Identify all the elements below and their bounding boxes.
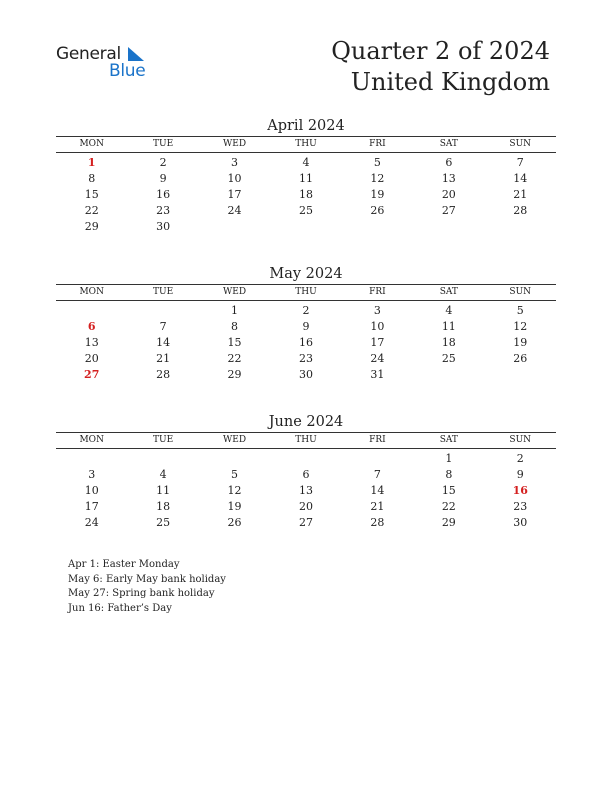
day-cell: 8 xyxy=(231,320,239,333)
day-cell: 10 xyxy=(227,172,242,185)
day-cell: 24 xyxy=(227,204,242,217)
week-row xyxy=(56,499,556,515)
day-cell: 9 xyxy=(159,172,167,185)
day-cell: 28 xyxy=(370,516,385,529)
month-calendar-april xyxy=(56,116,556,235)
weekday-label: TUE xyxy=(153,139,174,149)
day-cell: 27 xyxy=(298,516,313,529)
day-cell: 24 xyxy=(370,352,385,365)
day-cell: 5 xyxy=(373,156,381,169)
day-cell: 21 xyxy=(156,352,171,365)
day-cell: 18 xyxy=(441,336,456,349)
month-title: May 2024 xyxy=(269,266,343,282)
holiday-note: May 6: Early May bank holiday xyxy=(68,573,226,585)
day-cell: 10 xyxy=(370,320,385,333)
week-row xyxy=(56,483,556,499)
holiday-day-cell: 27 xyxy=(84,368,100,381)
day-cell: 9 xyxy=(302,320,310,333)
weekday-label: THU xyxy=(295,139,317,149)
week-row xyxy=(56,171,556,187)
day-cell: 13 xyxy=(84,336,99,349)
week-row xyxy=(56,451,556,467)
holiday-notes xyxy=(68,558,226,616)
day-cell: 15 xyxy=(441,484,456,497)
holiday-note: Jun 16: Father’s Day xyxy=(68,602,172,614)
day-cell: 24 xyxy=(84,516,99,529)
day-cell: 26 xyxy=(513,352,528,365)
weekday-label: SUN xyxy=(509,139,532,149)
day-cell: 28 xyxy=(156,368,171,381)
weekday-label: FRI xyxy=(369,435,386,445)
day-cell: 6 xyxy=(302,468,310,481)
title-country: United Kingdom xyxy=(350,68,550,96)
week-row xyxy=(56,351,556,367)
day-cell: 2 xyxy=(302,304,310,317)
weekday-label: TUE xyxy=(153,287,174,297)
empty-day-cell xyxy=(127,451,198,467)
day-cell: 3 xyxy=(88,468,96,481)
day-cell: 3 xyxy=(231,156,239,169)
title-quarter: Quarter 2 of 2024 xyxy=(331,37,550,65)
month-calendar-may xyxy=(56,264,556,383)
holiday-note: Apr 1: Easter Monday xyxy=(68,559,180,570)
day-cell: 11 xyxy=(156,484,171,497)
month-title: June 2024 xyxy=(268,414,344,430)
holiday-day-cell: 16 xyxy=(512,484,528,497)
weekday-label: WED xyxy=(223,139,247,149)
holiday-day-cell: 1 xyxy=(87,156,96,169)
day-cell: 28 xyxy=(513,204,528,217)
day-cell: 30 xyxy=(513,516,528,529)
day-cell: 22 xyxy=(84,204,99,217)
day-cell: 7 xyxy=(159,320,167,333)
day-cell: 29 xyxy=(441,516,456,529)
day-cell: 16 xyxy=(298,336,313,349)
day-cell: 8 xyxy=(88,172,96,185)
empty-day-cell xyxy=(199,219,270,235)
day-cell: 18 xyxy=(156,500,171,513)
day-cell: 4 xyxy=(445,304,453,317)
day-cell: 2 xyxy=(516,452,524,465)
day-cell: 11 xyxy=(441,320,456,333)
day-cell: 1 xyxy=(445,452,453,465)
weekday-label: MON xyxy=(79,139,104,149)
empty-day-cell xyxy=(485,367,556,383)
day-cell: 5 xyxy=(516,304,524,317)
day-cell: 27 xyxy=(441,204,456,217)
empty-day-cell xyxy=(485,219,556,235)
day-cell: 29 xyxy=(84,220,99,233)
weekday-label: SAT xyxy=(439,435,458,445)
empty-day-cell xyxy=(56,451,127,467)
day-cell: 26 xyxy=(227,516,242,529)
day-cell: 20 xyxy=(441,188,456,201)
empty-day-cell xyxy=(56,303,127,319)
day-cell: 30 xyxy=(298,368,313,381)
week-row xyxy=(56,335,556,351)
holiday-note: May 27: Spring bank holiday xyxy=(68,588,215,599)
empty-day-cell xyxy=(199,451,270,467)
day-cell: 12 xyxy=(513,320,528,333)
day-cell: 10 xyxy=(84,484,99,497)
empty-day-cell xyxy=(342,451,413,467)
day-cell: 22 xyxy=(227,352,242,365)
weekday-label: WED xyxy=(223,287,247,297)
day-cell: 2 xyxy=(159,156,167,169)
weekday-header-row xyxy=(56,136,556,153)
weekday-label: TUE xyxy=(153,435,174,445)
day-cell: 13 xyxy=(441,172,456,185)
weekday-label: FRI xyxy=(369,139,386,149)
day-cell: 19 xyxy=(513,336,528,349)
empty-day-cell xyxy=(342,219,413,235)
weekday-label: WED xyxy=(223,435,247,445)
weekday-label: THU xyxy=(295,435,317,445)
weekday-label: SAT xyxy=(439,139,458,149)
day-cell: 26 xyxy=(370,204,385,217)
logo-text-blue: Blue xyxy=(109,61,146,81)
empty-day-cell xyxy=(270,451,341,467)
day-cell: 25 xyxy=(441,352,456,365)
day-cell: 12 xyxy=(370,172,385,185)
day-cell: 6 xyxy=(445,156,453,169)
empty-day-cell xyxy=(127,303,198,319)
day-cell: 25 xyxy=(298,204,313,217)
day-cell: 23 xyxy=(298,352,313,365)
day-cell: 14 xyxy=(513,172,528,185)
day-cell: 15 xyxy=(84,188,99,201)
day-cell: 4 xyxy=(302,156,310,169)
day-cell: 19 xyxy=(227,500,242,513)
day-cell: 25 xyxy=(156,516,171,529)
day-cell: 17 xyxy=(84,500,99,513)
day-cell: 16 xyxy=(156,188,171,201)
week-row xyxy=(56,155,556,171)
day-cell: 7 xyxy=(373,468,381,481)
day-cell: 22 xyxy=(441,500,456,513)
week-row xyxy=(56,187,556,203)
day-cell: 29 xyxy=(227,368,242,381)
day-cell: 4 xyxy=(159,468,167,481)
weekday-label: MON xyxy=(79,435,104,445)
generalblue-logo xyxy=(56,42,156,82)
day-cell: 30 xyxy=(156,220,171,233)
month-title: April 2024 xyxy=(267,118,345,134)
day-cell: 14 xyxy=(370,484,385,497)
day-cell: 14 xyxy=(156,336,171,349)
month-calendar-june xyxy=(56,412,556,531)
day-cell: 17 xyxy=(227,188,242,201)
week-row xyxy=(56,467,556,483)
day-cell: 1 xyxy=(231,304,239,317)
day-cell: 23 xyxy=(156,204,171,217)
day-cell: 18 xyxy=(298,188,313,201)
day-cell: 13 xyxy=(298,484,313,497)
holiday-day-cell: 6 xyxy=(87,320,96,333)
day-cell: 19 xyxy=(370,188,385,201)
day-cell: 3 xyxy=(373,304,381,317)
empty-day-cell xyxy=(413,367,484,383)
day-cell: 9 xyxy=(516,468,524,481)
weekday-label: SUN xyxy=(509,287,532,297)
logo-text-general: General xyxy=(56,44,121,64)
day-cell: 11 xyxy=(298,172,313,185)
day-cell: 5 xyxy=(231,468,239,481)
day-cell: 17 xyxy=(370,336,385,349)
week-row xyxy=(56,219,556,235)
week-row xyxy=(56,303,556,319)
week-row xyxy=(56,367,556,383)
week-row xyxy=(56,515,556,531)
day-cell: 20 xyxy=(84,352,99,365)
empty-day-cell xyxy=(270,219,341,235)
weekday-label: SUN xyxy=(509,435,532,445)
week-row xyxy=(56,319,556,335)
weekday-label: SAT xyxy=(439,287,458,297)
day-cell: 15 xyxy=(227,336,242,349)
weekday-header-row xyxy=(56,284,556,301)
day-cell: 7 xyxy=(516,156,524,169)
empty-day-cell xyxy=(413,219,484,235)
day-cell: 31 xyxy=(370,368,385,381)
day-cell: 21 xyxy=(370,500,385,513)
page-title xyxy=(331,36,550,98)
weekday-label: THU xyxy=(295,287,317,297)
day-cell: 23 xyxy=(513,500,528,513)
day-cell: 8 xyxy=(445,468,453,481)
day-cell: 20 xyxy=(298,500,313,513)
weekday-label: MON xyxy=(79,287,104,297)
weekday-label: FRI xyxy=(369,287,386,297)
day-cell: 21 xyxy=(513,188,528,201)
week-row xyxy=(56,203,556,219)
weekday-header-row xyxy=(56,432,556,449)
day-cell: 12 xyxy=(227,484,242,497)
